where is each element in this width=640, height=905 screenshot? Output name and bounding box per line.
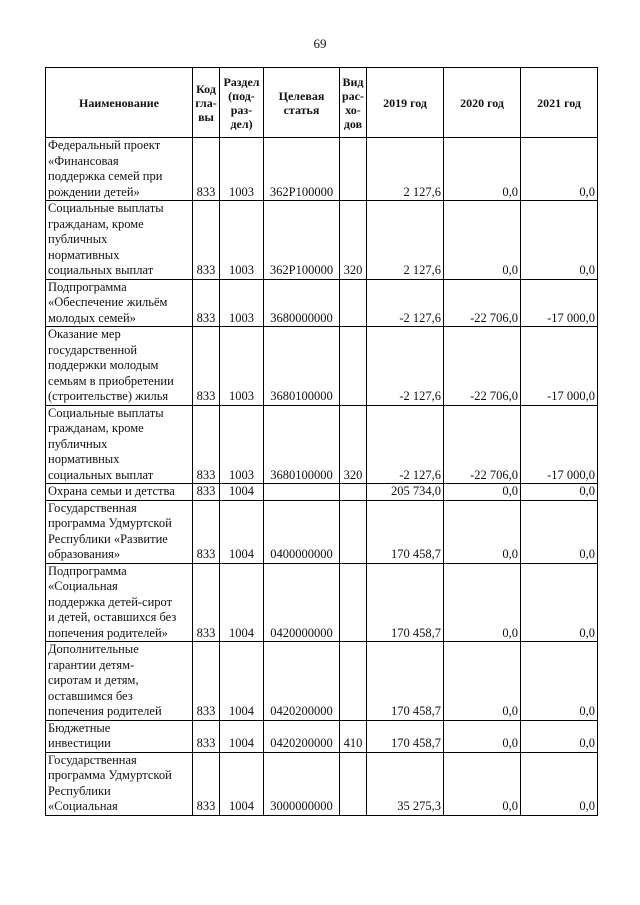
header-target-article: Целевая статья: [264, 68, 340, 138]
header-2019: 2019 год: [367, 68, 444, 138]
cell-name: Государственная программа Удмуртской Республики «Социальная: [46, 752, 193, 815]
cell-name: Оказание мер государственной поддержки молодым семьям в приобретении (строительстве) жилья: [46, 327, 193, 406]
table-row: [46, 138, 598, 201]
cell-expense-type: [340, 484, 367, 501]
cell-section: 1003: [220, 327, 264, 406]
cell-2021: -17 000,0: [521, 405, 598, 484]
cell-chapter-code: 833: [193, 201, 220, 280]
table-row: [46, 201, 598, 280]
header-section: Раздел (под- раз- дел): [220, 68, 264, 138]
cell-expense-type: [340, 500, 367, 563]
cell-2021: 0,0: [521, 563, 598, 642]
cell-2021: -17 000,0: [521, 279, 598, 327]
cell-2019: 170 458,7: [367, 720, 444, 752]
table-row: [46, 500, 598, 563]
table-row: [46, 484, 598, 501]
table-row: [46, 642, 598, 721]
cell-section: 1004: [220, 720, 264, 752]
cell-expense-type: [340, 327, 367, 406]
header-2021: 2021 год: [521, 68, 598, 138]
cell-2020: 0,0: [444, 720, 521, 752]
cell-target-article: 0420000000: [264, 563, 340, 642]
cell-target-article: [264, 484, 340, 501]
cell-section: 1004: [220, 642, 264, 721]
cell-2020: 0,0: [444, 201, 521, 280]
table-row: [46, 720, 598, 752]
cell-chapter-code: 833: [193, 279, 220, 327]
cell-section: 1004: [220, 484, 264, 501]
table-row: [46, 752, 598, 815]
cell-target-article: 0420200000: [264, 642, 340, 721]
table-header-row: [46, 68, 598, 138]
cell-target-article: 3680100000: [264, 327, 340, 406]
cell-chapter-code: 833: [193, 500, 220, 563]
cell-2020: -22 706,0: [444, 327, 521, 406]
cell-section: 1003: [220, 138, 264, 201]
cell-section: 1003: [220, 279, 264, 327]
cell-name: Бюджетные инвестиции: [46, 720, 193, 752]
header-expense-type: Вид рас- хо- дов: [340, 68, 367, 138]
cell-name: Охрана семьи и детства: [46, 484, 193, 501]
cell-2019: 170 458,7: [367, 642, 444, 721]
cell-section: 1003: [220, 405, 264, 484]
table-row: [46, 279, 598, 327]
table-row: [46, 563, 598, 642]
budget-table: [45, 67, 598, 816]
cell-2019: 2 127,6: [367, 138, 444, 201]
cell-chapter-code: 833: [193, 642, 220, 721]
cell-name: Социальные выплаты гражданам, кроме публичных нормативных социальных выплат: [46, 405, 193, 484]
cell-2021: 0,0: [521, 720, 598, 752]
cell-expense-type: [340, 563, 367, 642]
cell-chapter-code: 833: [193, 405, 220, 484]
cell-2019: -2 127,6: [367, 405, 444, 484]
cell-name: Государственная программа Удмуртской Республики «Развитие образования»: [46, 500, 193, 563]
cell-2021: 0,0: [521, 642, 598, 721]
cell-2020: 0,0: [444, 642, 521, 721]
cell-2020: 0,0: [444, 752, 521, 815]
cell-chapter-code: 833: [193, 720, 220, 752]
cell-target-article: 362P100000: [264, 138, 340, 201]
cell-2020: -22 706,0: [444, 279, 521, 327]
cell-2019: 35 275,3: [367, 752, 444, 815]
cell-2020: 0,0: [444, 484, 521, 501]
cell-section: 1004: [220, 563, 264, 642]
cell-chapter-code: 833: [193, 327, 220, 406]
cell-chapter-code: 833: [193, 752, 220, 815]
cell-target-article: 0400000000: [264, 500, 340, 563]
table-row: [46, 327, 598, 406]
cell-expense-type: [340, 752, 367, 815]
cell-expense-type: 410: [340, 720, 367, 752]
cell-chapter-code: 833: [193, 563, 220, 642]
cell-2021: 0,0: [521, 752, 598, 815]
cell-2020: -22 706,0: [444, 405, 521, 484]
cell-target-article: 362P100000: [264, 201, 340, 280]
cell-name: Федеральный проект «Финансовая поддержка семей при рождении детей»: [46, 138, 193, 201]
cell-2021: 0,0: [521, 500, 598, 563]
cell-2019: 2 127,6: [367, 201, 444, 280]
table-row: [46, 405, 598, 484]
cell-2019: 170 458,7: [367, 500, 444, 563]
cell-2019: -2 127,6: [367, 279, 444, 327]
cell-name: Социальные выплаты гражданам, кроме публичных нормативных социальных выплат: [46, 201, 193, 280]
cell-2019: 170 458,7: [367, 563, 444, 642]
cell-section: 1003: [220, 201, 264, 280]
cell-expense-type: [340, 642, 367, 721]
header-name: Наименование: [46, 68, 193, 138]
cell-expense-type: [340, 138, 367, 201]
cell-chapter-code: 833: [193, 484, 220, 501]
cell-2021: 0,0: [521, 201, 598, 280]
cell-2020: 0,0: [444, 138, 521, 201]
cell-target-article: 3000000000: [264, 752, 340, 815]
cell-2019: -2 127,6: [367, 327, 444, 406]
cell-name: Подпрограмма «Социальная поддержка детей-сирот и детей, оставшихся без попечения родителей»: [46, 563, 193, 642]
cell-name: Подпрограмма «Обеспечение жильём молодых семей»: [46, 279, 193, 327]
header-chapter-code: Код гла- вы: [193, 68, 220, 138]
page-number: 69: [313, 36, 327, 51]
cell-2021: 0,0: [521, 484, 598, 501]
cell-2020: 0,0: [444, 500, 521, 563]
cell-target-article: 3680100000: [264, 405, 340, 484]
cell-2021: 0,0: [521, 138, 598, 201]
cell-2019: 205 734,0: [367, 484, 444, 501]
header-2020: 2020 год: [444, 68, 521, 138]
cell-2021: -17 000,0: [521, 327, 598, 406]
cell-2020: 0,0: [444, 563, 521, 642]
cell-section: 1004: [220, 500, 264, 563]
cell-expense-type: 320: [340, 405, 367, 484]
cell-chapter-code: 833: [193, 138, 220, 201]
cell-expense-type: [340, 279, 367, 327]
cell-target-article: 3680000000: [264, 279, 340, 327]
cell-expense-type: 320: [340, 201, 367, 280]
cell-section: 1004: [220, 752, 264, 815]
cell-target-article: 0420200000: [264, 720, 340, 752]
cell-name: Дополнительные гарантии детям- сиротам и детям, оставшимся без попечения родителей: [46, 642, 193, 721]
